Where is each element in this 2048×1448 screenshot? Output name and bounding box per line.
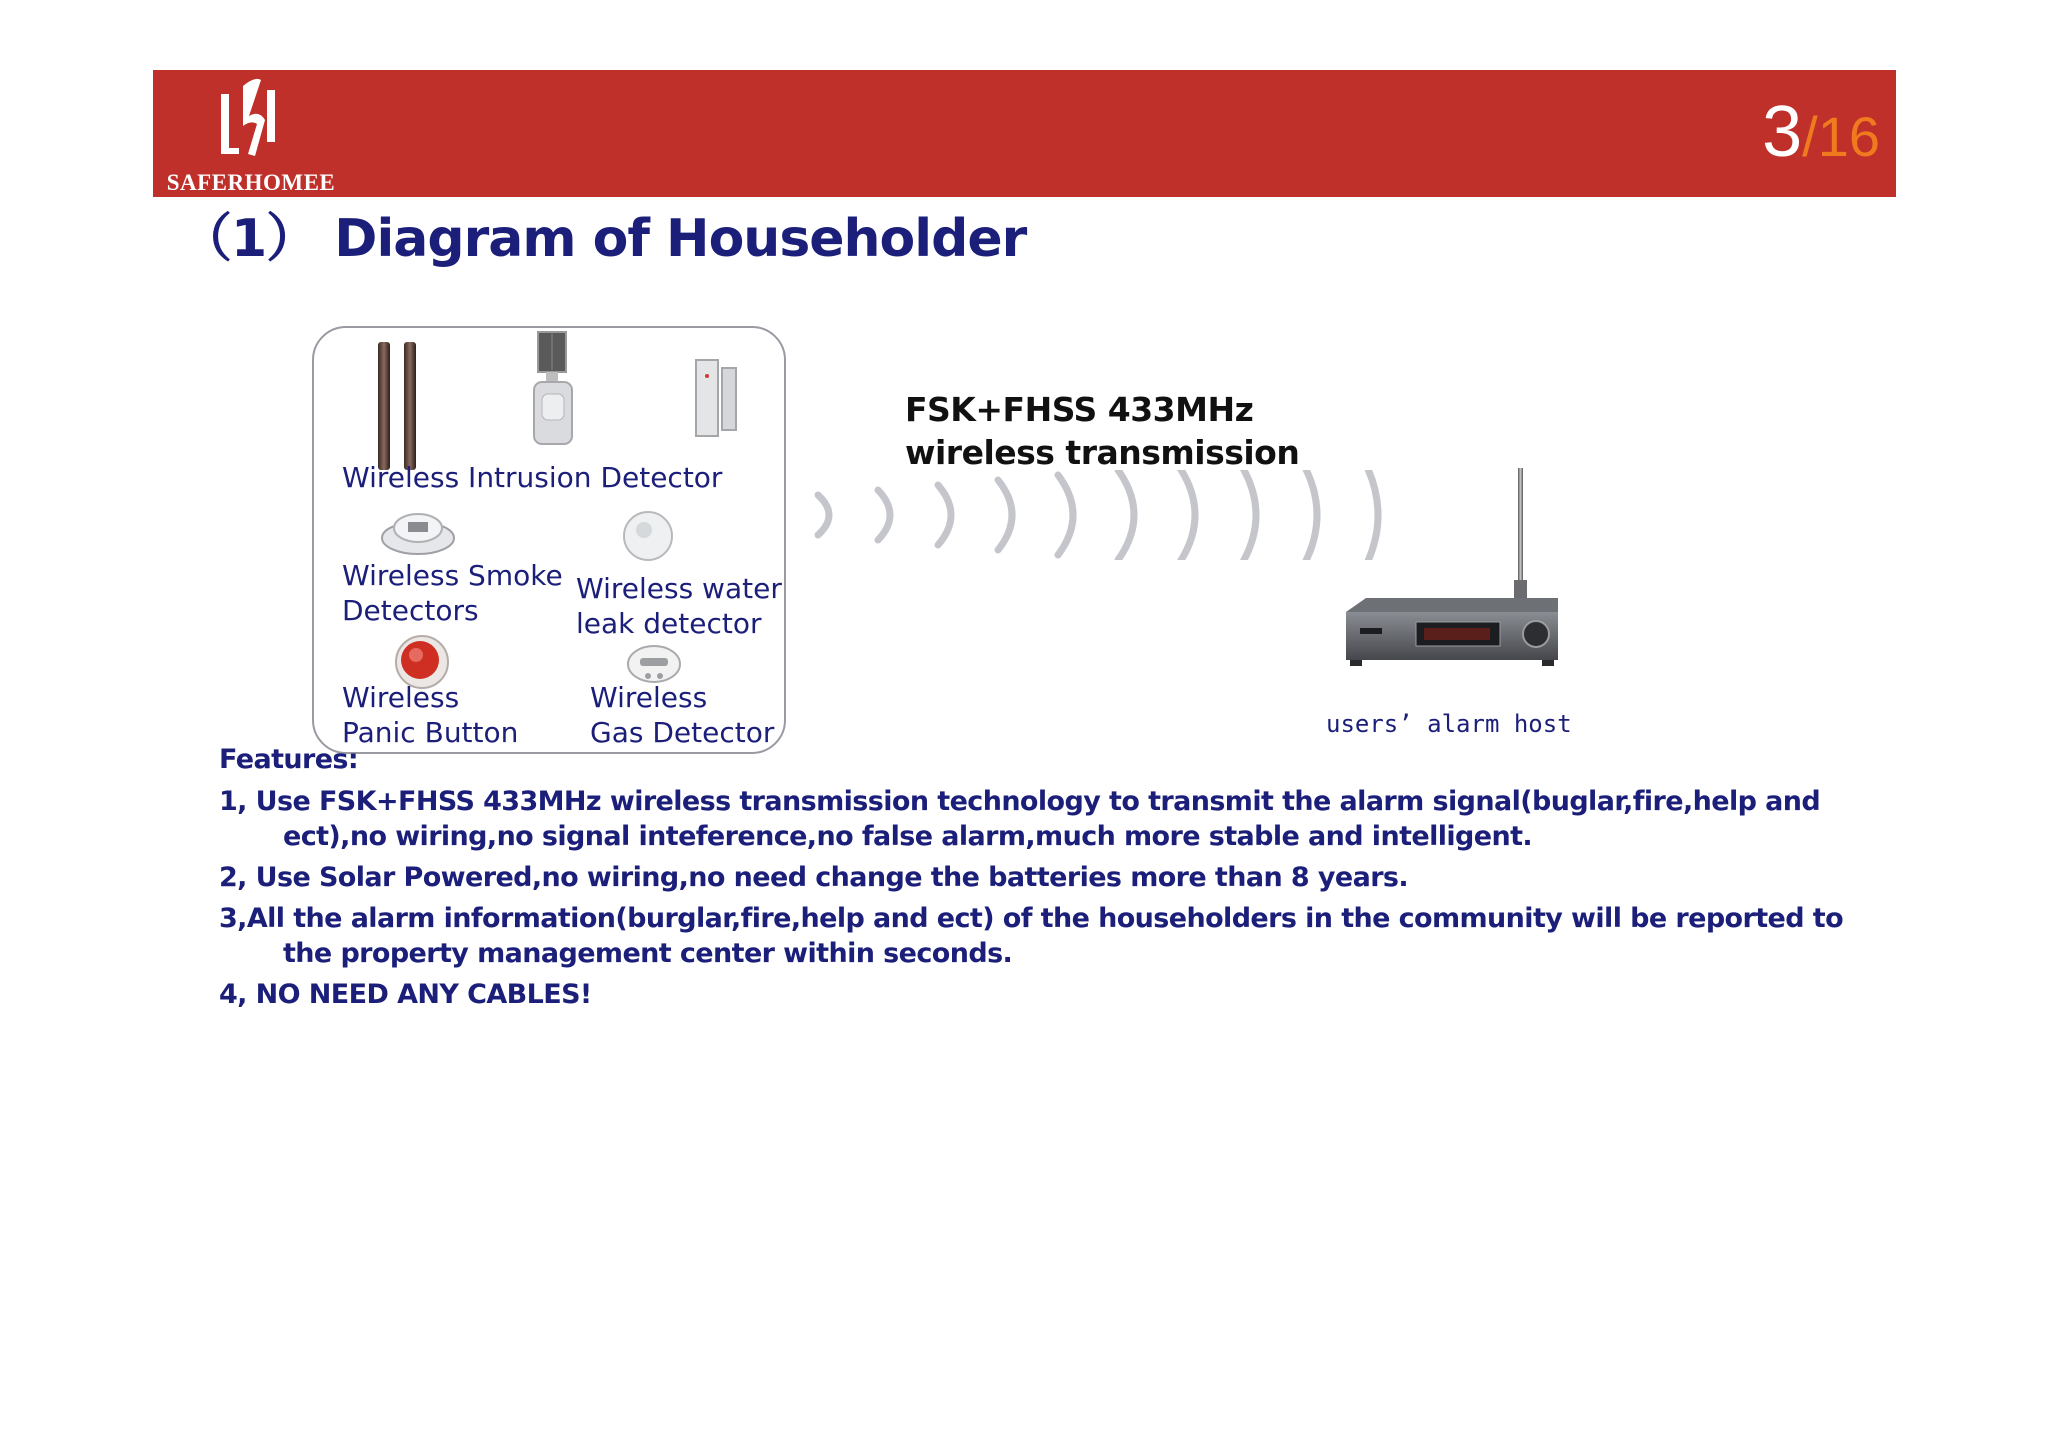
gas-detector-label-line1: Wireless [590, 681, 708, 714]
features-heading: Features: [219, 744, 359, 775]
wave-arc [1058, 475, 1073, 555]
smoke-detector-label-line1: Wireless Smoke [342, 559, 563, 592]
header-band [153, 70, 1896, 197]
wave-arc [1238, 470, 1256, 560]
solar-pir-detector-icon [532, 330, 574, 446]
feature-item: 2, Use Solar Powered,no wiring,no need change the batteries more than 8 years. [219, 862, 1409, 893]
panic-button-label-line1: Wireless [342, 681, 460, 714]
slide-title: （1） Diagram of Householder [180, 209, 1027, 269]
wave-arc [938, 485, 951, 545]
feature-item: 3,All the alarm information(burglar,fire,help and ect) of the householders in the community will be reported to the property management center within seconds. [219, 903, 1844, 969]
water-detector-label-line1: Wireless water [576, 572, 782, 605]
alarm-host-label: users’ alarm host [1326, 710, 1572, 738]
beam-detector-icon [376, 342, 420, 474]
logo-mark-icon [215, 76, 285, 162]
door-contact-icon [694, 354, 744, 440]
alarm-host-icon [1336, 462, 1568, 682]
wave-arc [1178, 470, 1195, 560]
feature-item: 1, Use FSK+FHSS 433MHz wireless transmission technology to transmit the alarm signal(buglar,fire,help and ect),no wiring,no signal inteference,no false alarm,much more stable and intelligent. [219, 786, 1821, 852]
page-indicator [1762, 92, 1880, 172]
page-total: /16 [1802, 105, 1880, 168]
features-section [219, 742, 1859, 1012]
wireless-signal-waves [812, 470, 1404, 560]
wave-arc [1298, 470, 1317, 560]
water-leak-detector-icon [620, 508, 676, 564]
transmission-label-line1: FSK+FHSS 433MHz [905, 390, 1254, 429]
page-current: 3 [1762, 92, 1803, 172]
intrusion-detector-label: Wireless Intrusion Detector [342, 461, 723, 494]
wave-arc [818, 495, 829, 535]
wave-arc [1118, 470, 1134, 560]
panic-button-label-line2: Panic Button [342, 716, 519, 749]
feature-item: 4, NO NEED ANY CABLES! [219, 979, 592, 1010]
water-detector-label-line2: leak detector [576, 607, 762, 640]
company-logo [163, 76, 336, 195]
wave-arc [998, 480, 1012, 550]
transmission-label-line2: wireless transmission [905, 433, 1300, 472]
gas-detector-label-line2: Gas Detector [590, 716, 775, 749]
wave-arc [878, 490, 890, 540]
device-panel [312, 326, 786, 754]
brand-name: SAFERHOMEE [166, 170, 336, 195]
smoke-detector-icon [380, 504, 456, 558]
smoke-detector-label-line2: Detectors [342, 594, 479, 627]
transmission-label [905, 388, 1299, 474]
